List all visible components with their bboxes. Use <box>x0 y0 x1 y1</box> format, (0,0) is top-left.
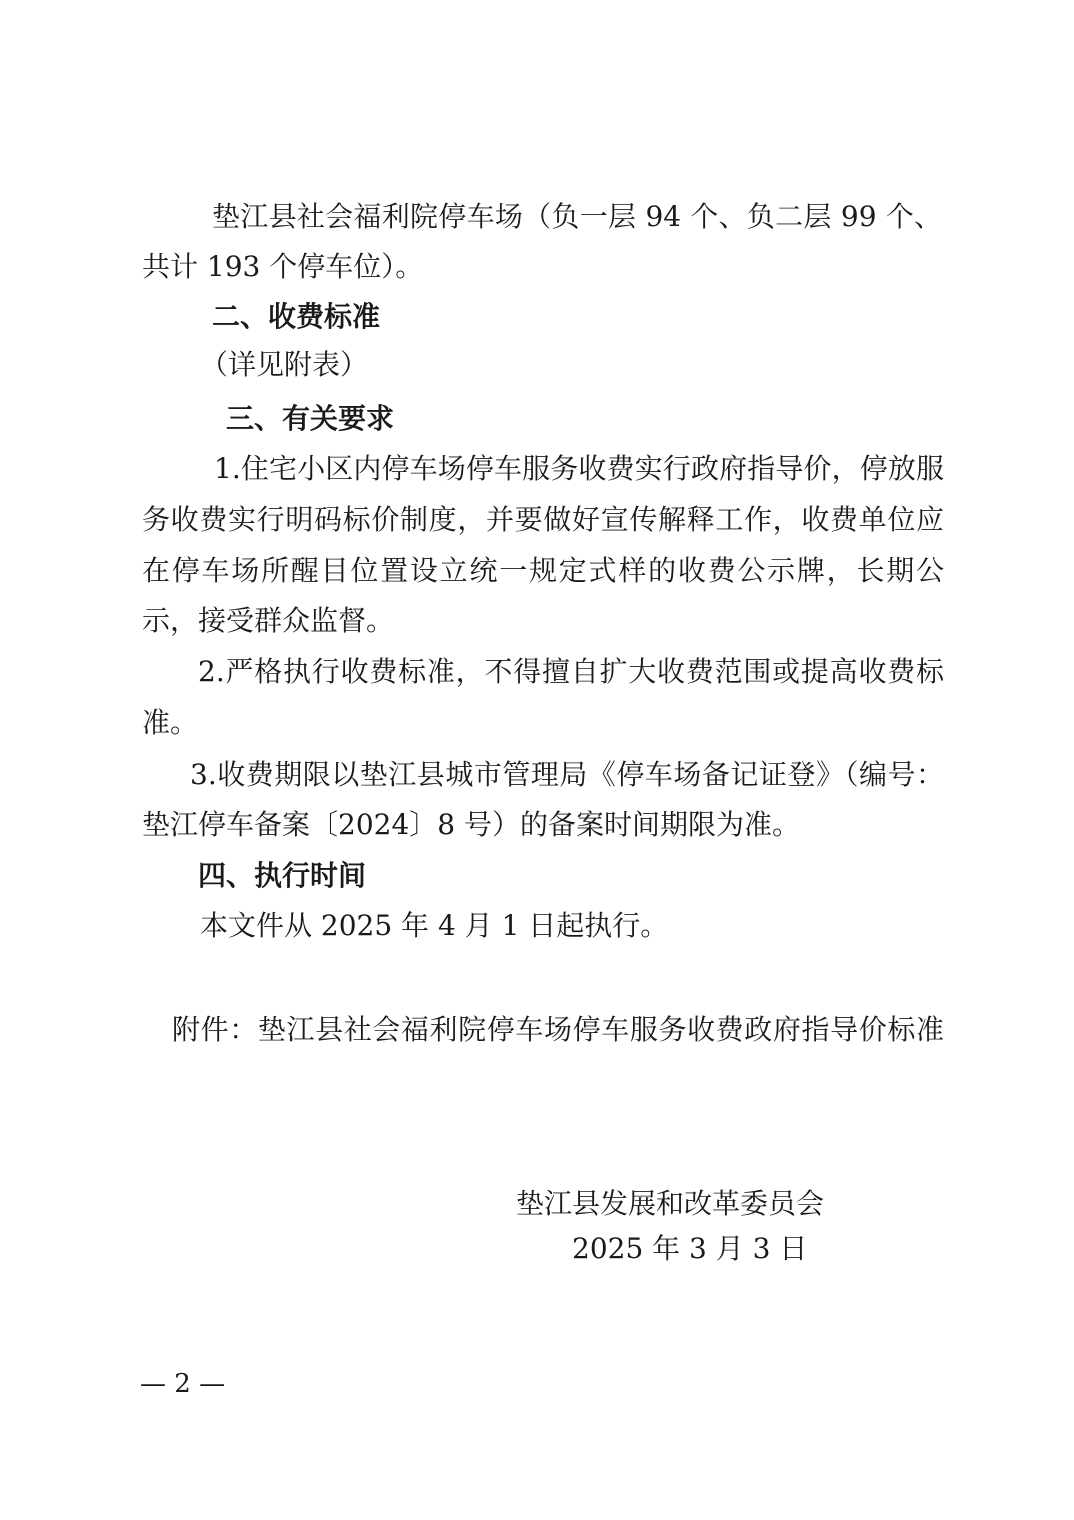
page-number: — 2 — <box>140 1369 226 1399</box>
section-heading-effective-date: 四、执行时间 <box>198 859 367 892</box>
requirement-3-line-2: 垫江停车备案〔2024〕8 号）的备案时间期限为准。 <box>142 808 800 841</box>
attachment-note: 附件：垫江县社会福利院停车场停车服务收费政府指导价标准 <box>172 1013 944 1046</box>
signature-date: 2025 年 3 月 3 日 <box>572 1232 808 1265</box>
requirement-1-line-4: 示，接受群众监督。 <box>142 604 395 637</box>
paragraph-see-attachment: （详见附表） <box>200 348 369 381</box>
section-heading-requirements: 三、有关要求 <box>226 402 395 435</box>
requirement-1-line-3: 在停车场所醒目位置设立统一规定式样的收费公示牌，长期公 <box>142 554 944 587</box>
requirement-3-line-1: 3.收费期限以垫江县城市管理局《停车场备记证登》（编号： <box>190 758 944 791</box>
requirement-2-line-1: 2.严格执行收费标准，不得擅自扩大收费范围或提高收费标 <box>198 655 944 688</box>
section-heading-fees: 二、收费标准 <box>212 300 381 333</box>
paragraph-1-line-2: 共计 193 个停车位）。 <box>142 250 424 283</box>
signature-organization: 垫江县发展和改革委员会 <box>516 1187 825 1220</box>
paragraph-1-line-1: 垫江县社会福利院停车场（负一层 94 个、负二层 99 个、 <box>212 200 942 233</box>
requirement-1-line-2: 务收费实行明码标价制度，并要做好宣传解释工作，收费单位应 <box>142 503 944 536</box>
requirement-2-line-2: 准。 <box>142 706 199 739</box>
requirement-1-line-1: 1.住宅小区内停车场停车服务收费实行政府指导价，停放服 <box>214 452 944 485</box>
paragraph-effective-date: 本文件从 2025 年 4 月 1 日起执行。 <box>200 909 669 942</box>
